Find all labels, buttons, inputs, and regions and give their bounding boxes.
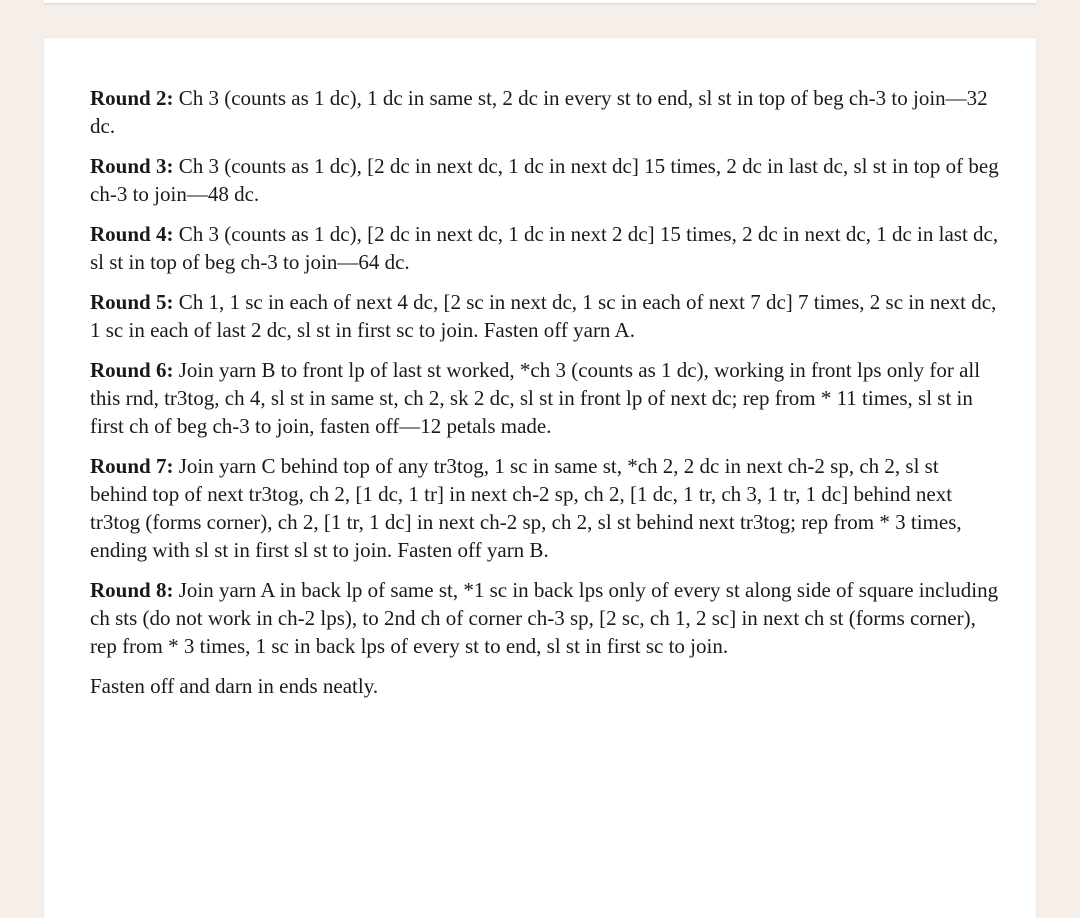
round-label: Round 3: [90,154,174,178]
round-label: Round 5: [90,290,174,314]
round-text: Ch 3 (counts as 1 dc), [2 dc in next dc, 1 dc in next dc] 15 times, 2 dc in last dc, sl st in top of beg ch-3 to join—48 dc. [90,154,999,206]
round-6-paragraph [90,356,1000,440]
round-3-paragraph [90,152,1000,208]
round-label: Round 7: [90,454,174,478]
round-text: Join yarn A in back lp of same st, *1 sc in back lps only of every st along side of square including ch sts (do not work in ch-2 lps), to 2nd ch of corner ch-3 sp, [2 sc, ch 1, 2 sc] in next ch st (forms corner), rep from * 3 times, 1 sc in back lps of every st to end, sl st in first sc to join. [90,578,999,658]
round-7-paragraph [90,452,1000,564]
round-text: Ch 1, 1 sc in each of next 4 dc, [2 sc in next dc, 1 sc in each of next 7 dc] 7 times, 2 sc in next dc, 1 sc in each of last 2 dc, sl st in first sc to join. Fasten off yarn A. [90,290,997,342]
round-label: Round 4: [90,222,174,246]
round-8-paragraph [90,576,1000,660]
round-label: Round 6: [90,358,174,382]
closing-paragraph: Fasten off and darn in ends neatly. [90,674,379,698]
round-text: Ch 3 (counts as 1 dc), [2 dc in next dc, 1 dc in next 2 dc] 15 times, 2 dc in next dc, 1 dc in last dc, sl st in top of beg ch-3 to join—64 dc. [90,222,999,274]
pattern-instructions [90,84,1000,712]
round-4-paragraph [90,220,1000,276]
round-5-paragraph [90,288,1000,344]
round-label: Round 2: [90,86,174,110]
round-text: Ch 3 (counts as 1 dc), 1 dc in same st, 2 dc in every st to end, sl st in top of beg ch-3 to join—32 dc. [90,86,988,138]
round-label: Round 8: [90,578,174,602]
previous-page-edge [44,0,1036,3]
document-page [44,38,1036,918]
round-2-paragraph [90,84,1000,140]
round-text: Join yarn B to front lp of last st worked, *ch 3 (counts as 1 dc), working in front lps only for all this rnd, tr3tog, ch 4, sl st in same st, ch 2, sk 2 dc, sl st in front lp of next dc; rep from * 11 times, sl st in first ch of beg ch-3 to join, fasten off—12 petals made. [90,358,981,438]
round-text: Join yarn C behind top of any tr3tog, 1 sc in same st, *ch 2, 2 dc in next ch-2 sp, ch 2, sl st behind top of next tr3tog, ch 2, [1 dc, 1 tr] in next ch-2 sp, ch 2, [1 dc, 1 tr, ch 3, 1 tr, 1 dc] behind next tr3tog (forms corner), ch 2, [1 tr, 1 dc] in next ch-2 sp, ch 2, sl st behind next tr3tog; rep from * 3 times, ending with sl st in first sl st to join. Fasten off yarn B. [90,454,962,562]
